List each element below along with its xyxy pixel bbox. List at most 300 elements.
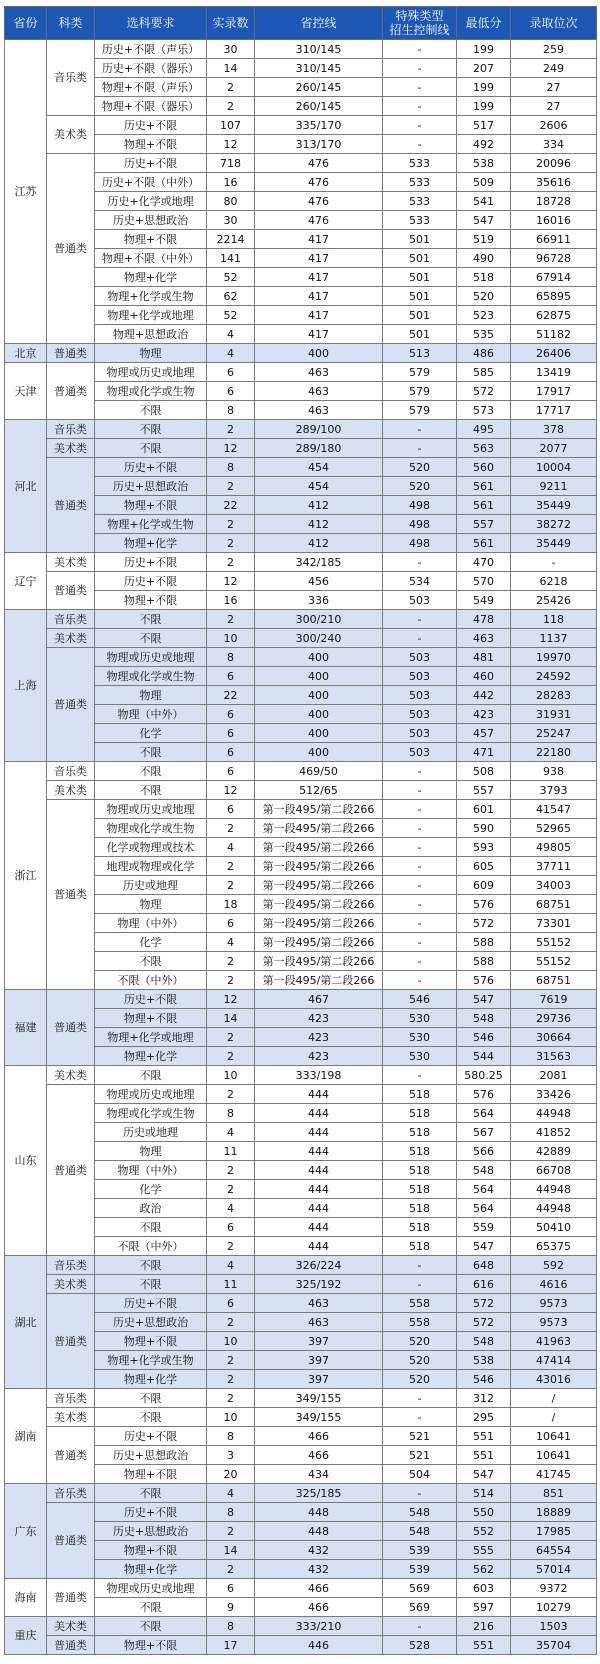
table-row	[5, 629, 597, 648]
provincial-control-line-cell: 400	[255, 344, 383, 363]
rank-cell: 10641	[511, 1427, 597, 1446]
admitted-count-cell: 18	[207, 895, 255, 914]
subject-requirement-cell: 历史+思想政治	[95, 477, 207, 496]
special-control-line-cell: -	[383, 933, 457, 952]
category-cell: 普通类	[47, 1579, 95, 1617]
provincial-control-line-cell: 456	[255, 572, 383, 591]
special-control-line-cell: 533	[383, 173, 457, 192]
special-control-line-cell: 501	[383, 268, 457, 287]
rank-cell: 9573	[511, 1313, 597, 1332]
special-control-line-cell: 501	[383, 306, 457, 325]
special-control-line-cell: 498	[383, 534, 457, 553]
rank-cell: 2081	[511, 1066, 597, 1085]
special-control-line-cell: 501	[383, 325, 457, 344]
min-score-cell: 548	[457, 1009, 511, 1028]
category-cell: 美术类	[47, 553, 95, 572]
provincial-control-line-cell: 第一段495/第二段266	[255, 876, 383, 895]
header-provincial-control-line: 省控线	[255, 7, 383, 40]
category-cell: 音乐类	[47, 40, 95, 116]
special-control-line-cell: 530	[383, 1009, 457, 1028]
admitted-count-cell: 14	[207, 59, 255, 78]
min-score-cell: 601	[457, 800, 511, 819]
provincial-control-line-cell: 第一段495/第二段266	[255, 933, 383, 952]
provincial-control-line-cell: 476	[255, 192, 383, 211]
admitted-count-cell: 2	[207, 1560, 255, 1579]
provincial-control-line-cell: 400	[255, 667, 383, 686]
min-score-cell: 547	[457, 990, 511, 1009]
admitted-count-cell: 4	[207, 344, 255, 363]
rank-cell: 2606	[511, 116, 597, 135]
subject-requirement-cell: 化学	[95, 1180, 207, 1199]
provincial-control-line-cell: 444	[255, 1180, 383, 1199]
subject-requirement-cell: 不限	[95, 401, 207, 420]
provincial-control-line-cell: 326/224	[255, 1256, 383, 1275]
header-province: 省份	[5, 7, 47, 40]
subject-requirement-cell: 物理（中外）	[95, 1161, 207, 1180]
admitted-count-cell: 8	[207, 1503, 255, 1522]
min-score-cell: 555	[457, 1541, 511, 1560]
special-control-line-cell: 546	[383, 990, 457, 1009]
special-control-line-cell: -	[383, 135, 457, 154]
subject-requirement-cell: 历史或地理	[95, 876, 207, 895]
min-score-cell: 199	[457, 78, 511, 97]
special-control-line-cell: -	[383, 1275, 457, 1294]
province-cell: 重庆	[5, 1617, 47, 1655]
table-row	[5, 1066, 597, 1085]
provincial-control-line-cell: 400	[255, 724, 383, 743]
category-cell: 音乐类	[47, 1484, 95, 1503]
special-control-line-cell: 558	[383, 1313, 457, 1332]
provincial-control-line-cell: 476	[255, 211, 383, 230]
min-score-cell: 564	[457, 1104, 511, 1123]
rank-cell: 259	[511, 40, 597, 59]
subject-requirement-cell: 不限（中外）	[95, 971, 207, 990]
min-score-cell: 609	[457, 876, 511, 895]
rank-cell: 27	[511, 78, 597, 97]
table-row	[5, 1503, 597, 1522]
admitted-count-cell: 10	[207, 629, 255, 648]
min-score-cell: 561	[457, 534, 511, 553]
special-control-line-cell: -	[383, 857, 457, 876]
rank-cell: 6218	[511, 572, 597, 591]
min-score-cell: 560	[457, 458, 511, 477]
rank-cell: 18889	[511, 1503, 597, 1522]
admitted-count-cell: 30	[207, 40, 255, 59]
subject-requirement-cell: 物理+不限	[95, 1009, 207, 1028]
admitted-count-cell: 6	[207, 1294, 255, 1313]
special-control-line-cell: -	[383, 553, 457, 572]
min-score-cell: 551	[457, 1636, 511, 1655]
rank-cell: 44948	[511, 1199, 597, 1218]
rank-cell: 27	[511, 97, 597, 116]
min-score-cell: 520	[457, 287, 511, 306]
provincial-control-line-cell: 463	[255, 401, 383, 420]
admitted-count-cell: 141	[207, 249, 255, 268]
rank-cell: 31931	[511, 705, 597, 724]
category-cell: 美术类	[47, 1066, 95, 1085]
min-score-cell: 548	[457, 1161, 511, 1180]
special-control-line-cell: 528	[383, 1636, 457, 1655]
provincial-control-line-cell: 417	[255, 268, 383, 287]
province-cell: 北京	[5, 344, 47, 363]
special-control-line-cell: 503	[383, 591, 457, 610]
admitted-count-cell: 2	[207, 1237, 255, 1256]
header-min-score: 最低分	[457, 7, 511, 40]
admitted-count-cell: 17	[207, 1636, 255, 1655]
rank-cell: 938	[511, 762, 597, 781]
table-row	[5, 800, 597, 819]
admitted-count-cell: 16	[207, 591, 255, 610]
special-control-line-cell: 520	[383, 458, 457, 477]
province-cell: 海南	[5, 1579, 47, 1617]
admitted-count-cell: 2	[207, 876, 255, 895]
admitted-count-cell: 2	[207, 952, 255, 971]
provincial-control-line-cell: 349/155	[255, 1389, 383, 1408]
rank-cell: 65895	[511, 287, 597, 306]
special-control-line-cell: 533	[383, 211, 457, 230]
subject-requirement-cell: 物理+不限	[95, 591, 207, 610]
special-control-line-cell: 501	[383, 249, 457, 268]
rank-cell: 9573	[511, 1294, 597, 1313]
min-score-cell: 570	[457, 572, 511, 591]
table-row	[5, 781, 597, 800]
admitted-count-cell: 2	[207, 1180, 255, 1199]
admitted-count-cell: 2	[207, 97, 255, 116]
rank-cell: 2077	[511, 439, 597, 458]
min-score-cell: 557	[457, 515, 511, 534]
rank-cell: 592	[511, 1256, 597, 1275]
subject-requirement-cell: 物理+化学	[95, 1560, 207, 1579]
table-row	[5, 116, 597, 135]
special-control-line-cell: 518	[383, 1199, 457, 1218]
subject-requirement-cell: 物理+化学或地理	[95, 306, 207, 325]
rank-cell: 1137	[511, 629, 597, 648]
provincial-control-line-cell: 444	[255, 1142, 383, 1161]
province-cell: 江苏	[5, 40, 47, 344]
special-control-line-cell: -	[383, 629, 457, 648]
provincial-control-line-cell: 444	[255, 1218, 383, 1237]
subject-requirement-cell: 物理或化学或生物	[95, 819, 207, 838]
special-control-line-cell: -	[383, 895, 457, 914]
subject-requirement-cell: 历史+不限	[95, 1294, 207, 1313]
rank-cell: 64554	[511, 1541, 597, 1560]
admitted-count-cell: 107	[207, 116, 255, 135]
table-row	[5, 1256, 597, 1275]
table-row	[5, 648, 597, 667]
rank-cell: -	[511, 553, 597, 572]
special-control-line-cell: 513	[383, 344, 457, 363]
provincial-control-line-cell: 412	[255, 496, 383, 515]
province-cell: 湖北	[5, 1256, 47, 1389]
provincial-control-line-cell: 466	[255, 1579, 383, 1598]
min-score-cell: 605	[457, 857, 511, 876]
admitted-count-cell: 52	[207, 306, 255, 325]
table-row	[5, 1484, 597, 1503]
subject-requirement-cell: 物理或历史或地理	[95, 363, 207, 382]
rank-cell: 51182	[511, 325, 597, 344]
special-control-line-cell: -	[383, 971, 457, 990]
table-row	[5, 40, 597, 59]
min-score-cell: 547	[457, 1237, 511, 1256]
admitted-count-cell: 8	[207, 1617, 255, 1636]
min-score-cell: 546	[457, 1028, 511, 1047]
table-row	[5, 1636, 597, 1655]
subject-requirement-cell: 化学	[95, 724, 207, 743]
subject-requirement-cell: 物理+思想政治	[95, 325, 207, 344]
rank-cell: 34003	[511, 876, 597, 895]
subject-requirement-cell: 物理	[95, 1142, 207, 1161]
min-score-cell: 572	[457, 1313, 511, 1332]
admission-table-container	[4, 6, 596, 1655]
rank-cell: 29736	[511, 1009, 597, 1028]
subject-requirement-cell: 不限（中外）	[95, 1237, 207, 1256]
subject-requirement-cell: 历史+不限	[95, 1503, 207, 1522]
rank-cell: 334	[511, 135, 597, 154]
subject-requirement-cell: 历史+不限（器乐）	[95, 59, 207, 78]
province-cell: 河北	[5, 420, 47, 553]
provincial-control-line-cell: 463	[255, 363, 383, 382]
admitted-count-cell: 8	[207, 1104, 255, 1123]
subject-requirement-cell: 历史+不限	[95, 116, 207, 135]
subject-requirement-cell: 物理+化学或生物	[95, 515, 207, 534]
provincial-control-line-cell: 400	[255, 743, 383, 762]
provincial-control-line-cell: 469/50	[255, 762, 383, 781]
table-row	[5, 990, 597, 1009]
rank-cell: 73301	[511, 914, 597, 933]
special-control-line-cell: -	[383, 59, 457, 78]
provincial-control-line-cell: 423	[255, 1028, 383, 1047]
special-control-line-cell: 520	[383, 1332, 457, 1351]
min-score-cell: 517	[457, 116, 511, 135]
admitted-count-cell: 6	[207, 762, 255, 781]
subject-requirement-cell: 不限	[95, 420, 207, 439]
provincial-control-line-cell: 476	[255, 154, 383, 173]
provincial-control-line-cell: 417	[255, 249, 383, 268]
special-control-line-cell: 518	[383, 1123, 457, 1142]
special-control-line-cell: 503	[383, 667, 457, 686]
subject-requirement-cell: 不限	[95, 743, 207, 762]
subject-requirement-cell: 历史+化学或地理	[95, 192, 207, 211]
category-cell: 普通类	[47, 1294, 95, 1389]
provincial-control-line-cell: 349/155	[255, 1408, 383, 1427]
category-cell: 普通类	[47, 363, 95, 420]
province-cell: 上海	[5, 610, 47, 762]
category-cell: 美术类	[47, 629, 95, 648]
category-cell: 美术类	[47, 116, 95, 154]
provincial-control-line-cell: 444	[255, 1161, 383, 1180]
admitted-count-cell: 3	[207, 1446, 255, 1465]
rank-cell: 4616	[511, 1275, 597, 1294]
provincial-control-line-cell: 342/185	[255, 553, 383, 572]
category-cell: 普通类	[47, 572, 95, 610]
min-score-cell: 457	[457, 724, 511, 743]
subject-requirement-cell: 物理+不限	[95, 1465, 207, 1484]
rank-cell: 25426	[511, 591, 597, 610]
provincial-control-line-cell: 333/210	[255, 1617, 383, 1636]
min-score-cell: 514	[457, 1484, 511, 1503]
admitted-count-cell: 12	[207, 572, 255, 591]
special-control-line-cell: 518	[383, 1085, 457, 1104]
rank-cell: 35616	[511, 173, 597, 192]
min-score-cell: 548	[457, 1332, 511, 1351]
rank-cell: 65375	[511, 1237, 597, 1256]
subject-requirement-cell: 历史+思想政治	[95, 211, 207, 230]
province-cell: 福建	[5, 990, 47, 1066]
rank-cell: 41963	[511, 1332, 597, 1351]
rank-cell: 7619	[511, 990, 597, 1009]
category-cell: 普通类	[47, 1636, 95, 1655]
rank-cell: 35704	[511, 1636, 597, 1655]
subject-requirement-cell: 物理+化学	[95, 268, 207, 287]
provincial-control-line-cell: 325/185	[255, 1484, 383, 1503]
special-control-line-cell: 518	[383, 1218, 457, 1237]
category-cell: 美术类	[47, 439, 95, 458]
min-score-cell: 576	[457, 971, 511, 990]
min-score-cell: 593	[457, 838, 511, 857]
admitted-count-cell: 6	[207, 800, 255, 819]
table-row	[5, 1085, 597, 1104]
provincial-control-line-cell: 444	[255, 1199, 383, 1218]
special-control-line-cell: -	[383, 1408, 457, 1427]
province-cell: 天津	[5, 363, 47, 420]
admitted-count-cell: 2	[207, 1370, 255, 1389]
admitted-count-cell: 2	[207, 1522, 255, 1541]
admitted-count-cell: 80	[207, 192, 255, 211]
category-cell: 普通类	[47, 154, 95, 344]
subject-requirement-cell: 历史+不限	[95, 1427, 207, 1446]
admitted-count-cell: 8	[207, 401, 255, 420]
min-score-cell: 567	[457, 1123, 511, 1142]
admitted-count-cell: 6	[207, 914, 255, 933]
special-control-line-cell: -	[383, 116, 457, 135]
min-score-cell: 576	[457, 895, 511, 914]
special-control-line-cell: 533	[383, 192, 457, 211]
special-control-line-cell: -	[383, 1066, 457, 1085]
special-control-line-cell: 579	[383, 401, 457, 420]
min-score-cell: 564	[457, 1199, 511, 1218]
rank-cell: 17985	[511, 1522, 597, 1541]
provincial-control-line-cell: 432	[255, 1541, 383, 1560]
subject-requirement-cell: 物理（中外）	[95, 914, 207, 933]
rank-cell: 67914	[511, 268, 597, 287]
category-cell: 音乐类	[47, 1389, 95, 1408]
provincial-control-line-cell: 432	[255, 1560, 383, 1579]
min-score-cell: 460	[457, 667, 511, 686]
special-control-line-cell: 530	[383, 1047, 457, 1066]
min-score-cell: 463	[457, 629, 511, 648]
provincial-control-line-cell: 第一段495/第二段266	[255, 971, 383, 990]
special-control-line-cell: 520	[383, 1370, 457, 1389]
provincial-control-line-cell: 448	[255, 1503, 383, 1522]
table-row	[5, 572, 597, 591]
special-control-line-cell: -	[383, 420, 457, 439]
subject-requirement-cell: 不限	[95, 1389, 207, 1408]
provincial-control-line-cell: 397	[255, 1351, 383, 1370]
provincial-control-line-cell: 第一段495/第二段266	[255, 895, 383, 914]
rank-cell: 9211	[511, 477, 597, 496]
provincial-control-line-cell: 289/100	[255, 420, 383, 439]
min-score-cell: 523	[457, 306, 511, 325]
rank-cell: 68751	[511, 971, 597, 990]
provincial-control-line-cell: 第一段495/第二段266	[255, 819, 383, 838]
subject-requirement-cell: 物理+不限	[95, 496, 207, 515]
min-score-cell: 538	[457, 1351, 511, 1370]
table-row	[5, 1408, 597, 1427]
provincial-control-line-cell: 400	[255, 686, 383, 705]
subject-requirement-cell: 历史+不限	[95, 458, 207, 477]
subject-requirement-cell: 不限	[95, 1408, 207, 1427]
subject-requirement-cell: 历史+不限（中外）	[95, 173, 207, 192]
rank-cell: 24592	[511, 667, 597, 686]
rank-cell: 33426	[511, 1085, 597, 1104]
provincial-control-line-cell: 417	[255, 306, 383, 325]
category-cell: 普通类	[47, 458, 95, 553]
table-body	[5, 40, 597, 1655]
subject-requirement-cell: 历史+思想政治	[95, 1313, 207, 1332]
admitted-count-cell: 12	[207, 439, 255, 458]
admitted-count-cell: 4	[207, 1199, 255, 1218]
subject-requirement-cell: 物理	[95, 895, 207, 914]
rank-cell: 55152	[511, 933, 597, 952]
admitted-count-cell: 16	[207, 173, 255, 192]
subject-requirement-cell: 不限	[95, 1484, 207, 1503]
admitted-count-cell: 2	[207, 819, 255, 838]
rank-cell: 57014	[511, 1560, 597, 1579]
provincial-control-line-cell: 289/180	[255, 439, 383, 458]
special-control-line-cell: -	[383, 97, 457, 116]
special-control-line-cell: 503	[383, 648, 457, 667]
special-control-line-cell: -	[383, 876, 457, 895]
admitted-count-cell: 12	[207, 781, 255, 800]
min-score-cell: 572	[457, 382, 511, 401]
table-row	[5, 458, 597, 477]
admitted-count-cell: 4	[207, 838, 255, 857]
subject-requirement-cell: 物理或历史或地理	[95, 648, 207, 667]
subject-requirement-cell: 物理	[95, 344, 207, 363]
subject-requirement-cell: 物理（中外）	[95, 705, 207, 724]
special-control-line-cell: 501	[383, 230, 457, 249]
provincial-control-line-cell: 463	[255, 1294, 383, 1313]
provincial-control-line-cell: 444	[255, 1104, 383, 1123]
category-cell: 普通类	[47, 990, 95, 1066]
special-control-line-cell: -	[383, 952, 457, 971]
provincial-control-line-cell: 333/198	[255, 1066, 383, 1085]
min-score-cell: 471	[457, 743, 511, 762]
min-score-cell: 551	[457, 1446, 511, 1465]
provincial-control-line-cell: 423	[255, 1047, 383, 1066]
rank-cell: 66708	[511, 1161, 597, 1180]
provincial-control-line-cell: 446	[255, 1636, 383, 1655]
admitted-count-cell: 2	[207, 553, 255, 572]
admitted-count-cell: 4	[207, 1123, 255, 1142]
provincial-control-line-cell: 313/170	[255, 135, 383, 154]
category-cell: 普通类	[47, 344, 95, 363]
subject-requirement-cell: 不限	[95, 1598, 207, 1617]
special-control-line-cell: 548	[383, 1522, 457, 1541]
special-control-line-cell: -	[383, 914, 457, 933]
min-score-cell: 508	[457, 762, 511, 781]
table-row	[5, 610, 597, 629]
admitted-count-cell: 6	[207, 363, 255, 382]
category-cell: 音乐类	[47, 1256, 95, 1275]
provincial-control-line-cell: 412	[255, 515, 383, 534]
rank-cell: 9372	[511, 1579, 597, 1598]
header-subject-requirement: 选科要求	[95, 7, 207, 40]
subject-requirement-cell: 化学或物理或技术	[95, 838, 207, 857]
min-score-cell: 572	[457, 914, 511, 933]
subject-requirement-cell: 不限	[95, 629, 207, 648]
special-control-line-cell: 503	[383, 705, 457, 724]
